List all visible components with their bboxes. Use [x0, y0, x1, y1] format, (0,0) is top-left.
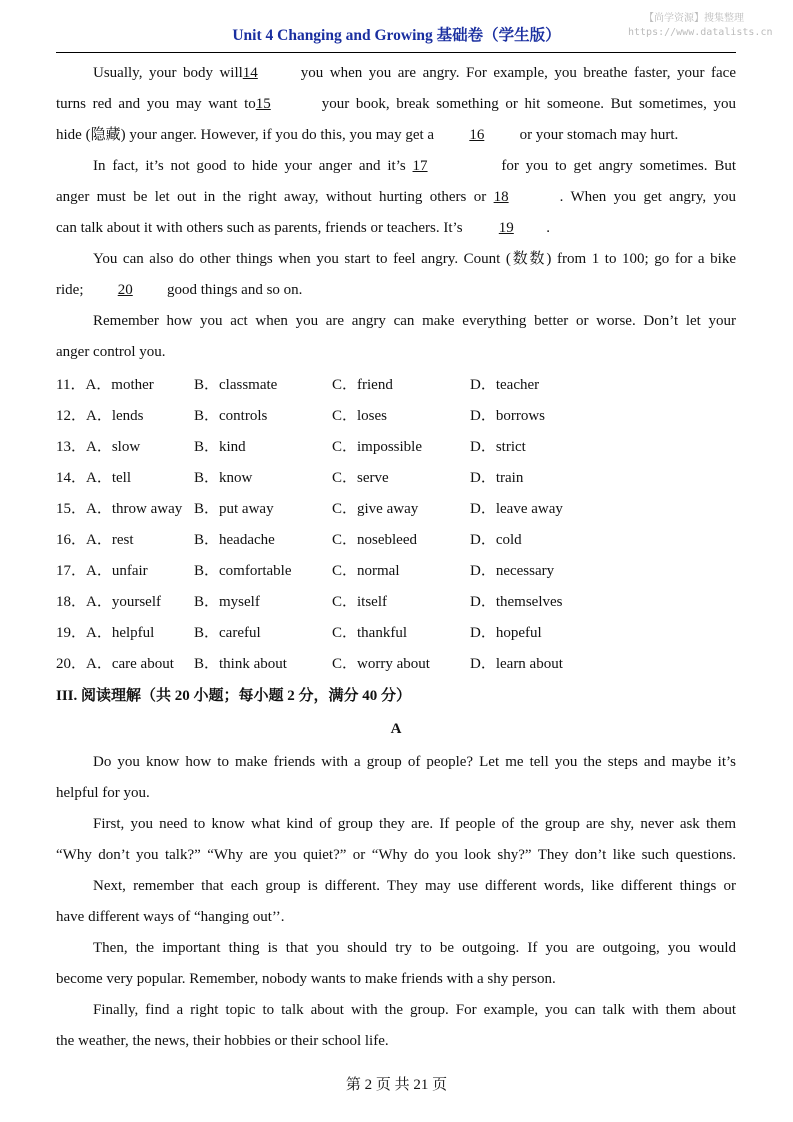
option-a: 17．A．unfair [56, 563, 148, 579]
text-segment: you when you are angry. For example, you breathe faster, your face [300, 65, 736, 81]
text-line: First, you need to know what kind of group they are. If people of the group are shy, never ask them [93, 816, 736, 832]
text-line [56, 280, 736, 300]
option-d: D．cold [470, 532, 522, 548]
blank-17: 17 [412, 158, 428, 174]
text-line [56, 94, 736, 114]
header-title: Unit 4 Changing and Growing 基础卷（学生版） [232, 27, 561, 44]
passage-label: A [390, 721, 402, 737]
option-d: D．strict [470, 439, 526, 455]
option-d: D．learn about [470, 656, 563, 672]
option-c: C．friend [332, 377, 393, 393]
text-line [56, 342, 736, 362]
option-b: B．know [194, 470, 253, 486]
blank-18: 18 [493, 189, 509, 205]
option-a: 14．A．tell [56, 470, 131, 486]
option-d: D．hopeful [470, 625, 542, 641]
text-line [56, 249, 736, 269]
header-divider [56, 52, 736, 53]
option-a: 11．A．mother [56, 377, 154, 393]
text-segment: good things and so on. [163, 282, 303, 298]
option-b: B．kind [194, 439, 246, 455]
option-c: C．impossible [332, 439, 423, 455]
text-segment: turns red and you may want to [56, 96, 256, 112]
text-line: helpful for you. [56, 785, 150, 801]
option-d: D．borrows [470, 408, 545, 424]
option-c: C．normal [332, 563, 400, 579]
option-b: B．classmate [194, 377, 278, 393]
text-line [56, 311, 736, 331]
text-segment: In fact, it’s not good to hide your anger and it’s [93, 158, 413, 174]
watermark: 【尚学资源】搜集整理 https://www.datalists.cn [628, 13, 773, 38]
option-a: 20．A．care about [56, 656, 174, 672]
blank-16: 16 [469, 127, 485, 143]
text-segment: anger control you. [56, 344, 166, 360]
option-c: C．worry about [332, 656, 430, 672]
option-d: D．train [470, 470, 524, 486]
option-c: C．itself [332, 594, 387, 610]
text-line: the weather, the news, their hobbies or their school life. [56, 1033, 389, 1049]
option-a: 18．A．yourself [56, 594, 161, 610]
text-line: have different ways of “hanging out’’. [56, 909, 285, 925]
option-b: B．myself [194, 594, 260, 610]
text-segment: or your stomach may hurt. [515, 127, 679, 143]
text-segment: Remember how you act when you are angry can make everything better or worse. Don’t let your [93, 313, 736, 329]
text-line [56, 187, 736, 207]
text-line [56, 125, 736, 145]
option-d: D．necessary [470, 563, 555, 579]
text-line [56, 63, 736, 83]
option-d: D．teacher [470, 377, 540, 393]
option-a: 12．A．lends [56, 408, 144, 424]
option-b: B．think about [194, 656, 287, 672]
text-line: Finally, find a right topic to talk about with the group. For example, you can talk with them about [93, 1002, 736, 1018]
text-line: Then, the important thing is that you should try to be outgoing. If you are outgoing, you would [93, 940, 736, 956]
option-b: B．headache [194, 532, 275, 548]
option-a: 19．A．helpful [56, 625, 155, 641]
text-line: Next, remember that each group is different. They may use different words, like different things or [93, 878, 736, 894]
option-a: 13．A．slow [56, 439, 141, 455]
text-segment: You can also do other things when you start to feel angry. Count (数数) from 1 to 100; go for a bike [93, 251, 736, 267]
option-d: D．leave away [470, 501, 563, 517]
option-b: B．careful [194, 625, 261, 641]
text-line: Do you know how to make friends with a group of people? Let me tell you the steps and maybe it’s [93, 754, 736, 770]
text-segment: . [546, 220, 551, 236]
option-c: C．loses [332, 408, 388, 424]
option-a: 15．A．throw away [56, 501, 183, 517]
text-segment: . When you get angry, you [559, 189, 736, 205]
option-c: C．serve [332, 470, 389, 486]
text-segment: for you to get angry sometimes. But [494, 158, 737, 174]
blank-14: 14 [242, 65, 258, 81]
option-b: B．controls [194, 408, 268, 424]
section-heading: III. 阅读理解（共 20 小题；每小题 2 分，满分 40 分） [56, 688, 412, 704]
text-line [56, 156, 736, 176]
text-segment: hide (隐藏) your anger. However, if you do this, you may get a [56, 127, 438, 143]
text-segment: your book, break something or hit someone. But sometimes, you [321, 96, 736, 112]
text-segment: ride; [56, 282, 88, 298]
text-line: become very popular. Remember, nobody wants to make friends with a shy person. [56, 971, 556, 987]
text-segment: can talk about it with others such as parents, friends or teachers. It’s [56, 220, 467, 236]
text-line [56, 218, 736, 238]
blank-20: 20 [117, 282, 133, 298]
blank-19: 19 [498, 220, 514, 236]
text-line: “Why don’t you talk?” “Why are you quiet?” or “Why do you look shy?” They don’t like such questions. [56, 847, 736, 863]
option-c: C．thankful [332, 625, 407, 641]
text-segment: anger must be let out in the right away, without hurting others or [56, 189, 494, 205]
option-c: C．nosebleed [332, 532, 417, 548]
option-b: B．put away [194, 501, 274, 517]
option-a: 16．A．rest [56, 532, 134, 548]
option-c: C．give away [332, 501, 419, 517]
text-segment: Usually, your body will [93, 65, 243, 81]
option-d: D．themselves [470, 594, 563, 610]
option-b: B．comfortable [194, 563, 292, 579]
blank-15: 15 [255, 96, 271, 112]
page-footer: 第 2 页 共 21 页 [345, 1077, 448, 1093]
